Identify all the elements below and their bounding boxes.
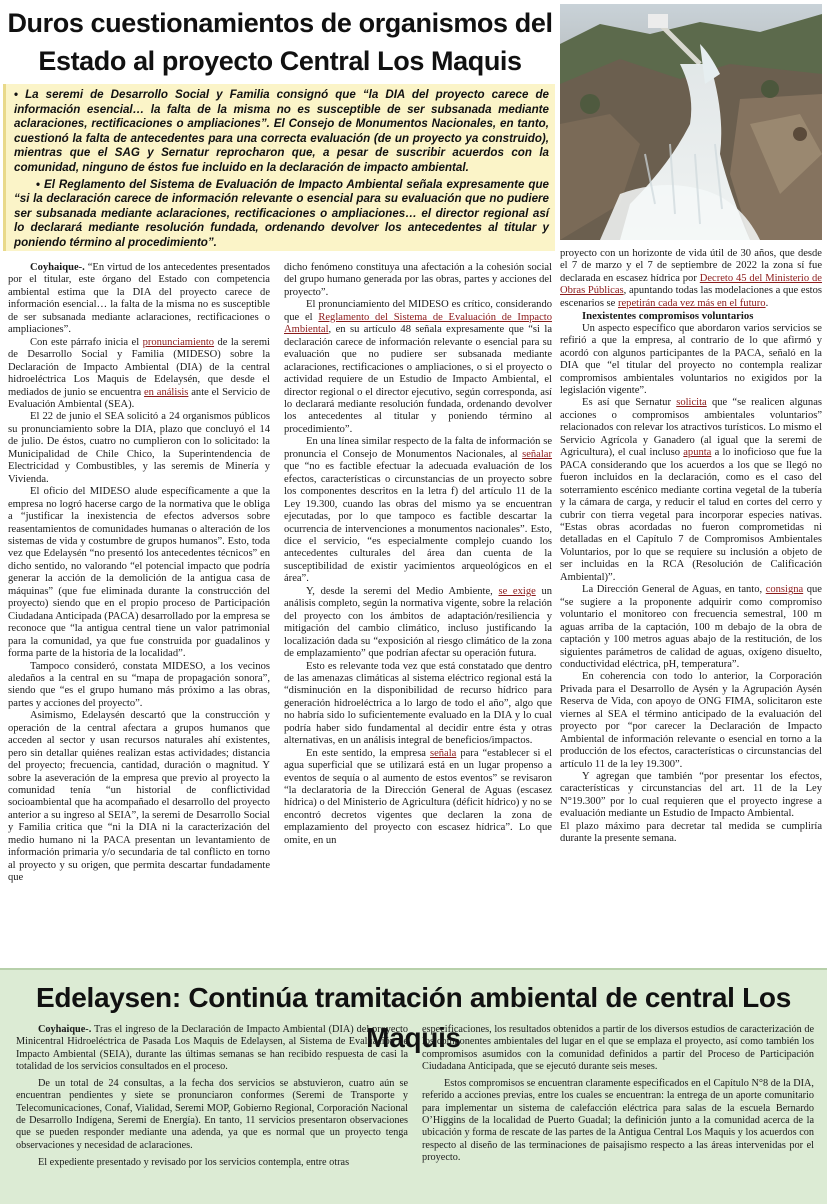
paragraph-text: Tras el ingreso de la Declaración de Impacto Ambiental (DIA) del proyecto Minicentral Hidroeléctrica de Pasada Los Maquis de Edelaysen, al Sistema de Evaluación de Impacto Ambiental (SEIA), durante las últimas semanas se han recibido respuesta de casi la totalidad de los servicios consultados en el proceso. (16, 1024, 408, 1072)
paragraph: Esto es relevante toda vez que está constatado que dentro de las amenazas climáticas al sistema eléctrico regional está la “disminución en la disponibilidad de recurso hídrico para generación hidroeléctrica a lo largo de todo el año”, algo que no habría sido lo suficientemente evaluado en la DIA y lo cual podría haber sido fundamental al decidir entre ésta y otras alternativas, en un análisis integral de beneficios/impactos. (284, 660, 552, 747)
paragraph: Tampoco consideró, constata MIDESO, a los vecinos aledaños a la central en su “mapa de propagación sonora”, siendo que “es el grupo humano más próximo a las obras, partes y acciones del proyecto”. (8, 660, 270, 709)
paragraph-text: Es así que Sernatur (582, 397, 677, 409)
paragraph-text: a lo inoficioso que fue la PACA considerando que los acuerdos a los que se llegó no fueron incluidos en la declaración, como es el caso del soterramiento escénico mediante cortina vegetal de la tubería y la cámara de carga, y reducir el talud en cortes del cerro y cubrir con tierra vegetal para incorporar especies nativas. “Estas obras acordadas no fueron comprometidas ni detalladas en el Capítulo 7 de Compromisos Ambientales Voluntarios, por lo que se requiere su inclusión a objeto de ser incluidas en la RCA (Resolución de Calificación Ambiental)”. (560, 447, 822, 583)
paragraph (284, 586, 552, 661)
paragraph-text: de la seremi de Desarrollo Social y Familia (MIDESO) sobre la Declaración de Impacto Ambiental (DIA) de la central hidroeléctrica Los Maquis de Edelaysén, que desde el mediados de junio se encuentra (8, 336, 270, 398)
article-column-1 (8, 262, 270, 885)
paragraph: El oficio del MIDESO alude específicamente a que la empresa no logró hacerse cargo de la normativa que le obliga a “justificar la inexistencia de efectos adversos sobre reasentamientos de comunidades humanas o alteración de los sistemas de vida y costumbre de grupos humanos”. Esto, toda vez que Edelaysén “no presentó los antecedentes técnicos” en dicho sentido, no valorando “el potencial impacto que podría generar la acción de la demolición de la antigua casa de máquinas” (que fue eliminada durante la construcción del proyecto) siendo que en el propio proceso de Participación Ciudadana Anticipada (PACA) desarrollado por la empresa se reconoce que “la antigua central tiene un valor patrimonial para la comunidad, ya que fue construida por guadalinos y forma parte de la historia de la localidad”. (8, 486, 270, 660)
paragraph-text: El pronunciamiento del MIDESO es crítico, considerando que el (284, 299, 552, 323)
paragraph: Estos compromisos se encuentran claramente especificados en el Capítulo N°8 de la DIA, referido a acciones previas, entre los cuales se encuentran: la entrega de un aporte comunitario para implementar un sistema de calefacción eléctrica para salas de la escuela Bernardo O’Higgins de la localidad de Puerto Guadal; la definición junto a la comunidad acerca de la ubicación y forma de rescate de las partes de la Antigua Central Los Maquis y los acuerdos con respecto al diseño de las terminaciones de paisajismo respecto a las áreas intervenidas por el proyecto. (422, 1078, 814, 1163)
paragraph (560, 584, 822, 671)
paragraph-text: ante el Servicio de Evaluación Ambiental (SEA). (8, 386, 271, 410)
lead-text-1: La seremi de Desarrollo Social y Familia consignó que “la DIA del proyecto carece de información esencial… la falta de la misma no es susceptible de ser subsanada mediante aclaraciones, rectificaciones o ampliaciones”. El Consejo de Monumentos Nacionales, en tanto, cuestionó la falta de antecedentes para una correcta evaluación (de un proyecto ya construido), mientras que el SAG y Sernatur reprocharon que, a pesar de suscribir acuerdos con la comunidad, ninguno de éstos fue incluido en la declaración de impacto ambiental. (14, 88, 549, 174)
paragraph (284, 748, 552, 848)
link-senalar[interactable]: señalar (522, 448, 552, 460)
bottom-article (0, 968, 827, 1204)
bullet-icon: • (36, 177, 41, 191)
paragraph: En coherencia con todo lo anterior, la Corporación Privada para el Desarrollo de Aysén y la Agrupación Aysén Reserva de Vida, con apoyo de ONG FIMA, solicitaron este viernes al SEA el término anticipado de la evaluación del proyecto por “por carecer la Declaración de Impacto Ambiental de información relevante o esencial en torno a la producción de los efectos, características o circunstancias del artículo 11 de la ley 19.300”. (560, 671, 822, 770)
paragraph (560, 248, 822, 310)
link-reglamento-seia[interactable]: Reglamento del Sistema de Evaluación de Impacto Ambiental (284, 311, 552, 336)
paragraph-text: . (765, 297, 769, 309)
paragraph-text: , apuntando todas las modelaciones a que estos escenarios se (560, 285, 822, 309)
link-solicita[interactable]: solicita (676, 397, 707, 409)
paragraph-text: , en su artículo 48 señala expresamente que “si la declaración carece de información relevante o esencial para su evaluación que no pudiere ser subsanada mediante aclaraciones, rectificaciones o ampliaciones, o si el proyecto o actividad requiere de un Estudio de Impacto Ambiental, el director regional o el director ejecutivo, según corresponda, así lo declarará mediante resolución fundada, ordenando devolver los antecedentes al titular y poniendo término al procedimiento”. (284, 324, 552, 435)
link-consigna[interactable]: consigna (765, 584, 804, 596)
paragraph (16, 1024, 408, 1073)
article-column-2 (284, 262, 552, 847)
paragraph: El 22 de junio el SEA solicitó a 24 organismos públicos su pronunciamiento sobre la DIA, plazo que concluyó el 14 de julio. De éstos, cuatro no cumplieron con lo solicitado: la Municipalidad de Chile Chico, la Superintendencia de Electricidad y Combustibles, y las seremis de Minería y Vivienda. (8, 411, 270, 485)
subheading: Inexistentes compromisos voluntarios (582, 310, 754, 323)
paragraph-text: “En virtud de los antecedentes presentados por el titular, este órgano del Estado con competencia ambiental estima que la DIA del proyecto carece de información esencial… la falta de la misma no es susceptible de ser subsanada mediante aclaraciones, rectificaciones o ampliaciones”. (8, 262, 270, 336)
paragraph-text: En este sentido, la empresa (306, 747, 430, 759)
lead-text-2: El Reglamento del Sistema de Evaluación de Impacto Ambiental señala expresamente que “si la declaración carece de información relevante o esencial para su evaluación que no pudiere ser subsanada mediante aclaraciones, rectificaciones o ampliaciones… el director regional así lo declarará mediante resolución fundada, ordenando devolver los antecedentes al titular y poniendo término al procedimiento”. (14, 177, 549, 249)
paragraph: Asimismo, Edelaysén descartó que la construcción y operación de la central afectara a grupos humanos que acceden al sector y usan recursos naturales ahí existentes, pero sin detallar quiénes realizan estas actividades; distancia del proyecto; frecuencia, cantidad, duración o magnitud. Y sobre la aseveración de la empresa que previo al proyecto la comunidad tenía “un historial de conflictividad socioambiental que ha acompañado el desarrollo del proyecto anterior a su ingreso al SEIA”, la seremi de Desarrollo Social y Familia critica que “ni la DIA ni la caracterización del medio humano ni la PACA presentan un levantamiento de información primaria y/o secundaria de tal conflicto en torno al proyecto y su origen, que permita descartar fundadamente que (8, 710, 270, 884)
paragraph-text: proyecto con un horizonte de vida útil de 30 años, que desde el 7 de marzo y el 7 de septiembre de 2022 la zona sí fue declarada en escasez hídrica por (560, 248, 822, 284)
paragraph-text: Con este párrafo inicia el (30, 336, 143, 348)
waterfall-photo (560, 4, 822, 240)
paragraph: dicho fenómeno constituya una afectación a la cohesión social del grupo humano generada por las obras, partes y acciones del proyecto”. (284, 262, 552, 298)
link-apunta[interactable]: apunta (683, 447, 712, 459)
article-column-3 (560, 248, 822, 846)
paragraph: Y agregan que también “por presentar los efectos, características y circunstancias del art. 11 de la Ley N°19.300” por lo cual requieren que el proyecto ingrese a evaluación mediante un Estudio de Impacto Ambiental. (560, 771, 822, 820)
link-se-exige[interactable]: se exige (498, 585, 536, 597)
paragraph (560, 397, 822, 584)
dateline: Coyhaique-. (30, 262, 85, 273)
paragraph: De un total de 24 consultas, a la fecha dos servicios se abstuvieron, cuatro aún se encuentran pendientes y siete se pronunciaron conformes (Seremi de Transporte y Telecomunicaciones, Conaf, Vialidad, Seremi MOP, Gobierno Regional, Corporación Nacional de Desarrollo Indígena, Seremi de Energía). En tanto, 11 servicios presentaron observaciones que se pueden responder mediante una adenda, ya que es normal que un proyecto tenga observaciones y necesidad de aclaraciones. (16, 1078, 408, 1151)
paragraph (284, 436, 552, 585)
paragraph-text: Y, desde la seremi del Medio Ambiente, (306, 585, 499, 597)
paragraph (284, 299, 552, 436)
link-repetiran[interactable]: repetirán cada vez más en el futuro (617, 297, 766, 309)
waterfall-image (560, 4, 822, 240)
paragraph (8, 262, 270, 337)
paragraph: especificaciones, los resultados obtenidos a partir de los diversos estudios de caracterización de los componentes ambientales del lugar en el que se emplaza el proyecto, así como también los compromisos asumidos con la comunidad definidos a partir del Proceso de Participación Ciudadana Anticipada, que se ejecutó durante seis meses. (422, 1024, 814, 1072)
lead-paragraph-2 (14, 178, 549, 251)
bottom-article-headline: Edelaysen: Continúa tramitación ambiental de central Los Maquis (36, 982, 791, 1053)
link-en-analisis[interactable]: en análisis (143, 386, 189, 398)
paragraph-text: para “establecer si el agua superficial que se utilizará está en un lugar propenso a eventos de sequía o al aumento de estos eventos” se revisaron “la declaratoria de la Dirección General de Aguas (escasez hídrica) o del Ministerio de Agricultura (déficit hídrico) y no se encontró decretos vigentes que declaren la zona de emplazamiento del proyecto con escasez hídrica”. Lo que omite, en un (284, 747, 552, 846)
headline-line-1: Duros cuestionamientos de organismos del (7, 8, 553, 38)
bullet-icon: • (14, 88, 19, 101)
bottom-column-2 (422, 1024, 814, 1164)
paragraph-text: La Dirección General de Aguas, en tanto, (582, 584, 766, 596)
bottom-column-1 (16, 1024, 408, 1169)
paragraph: Un aspecto específico que abordaron varios servicios se refirió a que la empresa, al contrario de lo que afirmó y acordó con algunos participantes de la PACA, señaló en la DIA que “el titular del proyecto no contempla realizar compromisos ambientales voluntarios no exigidos por la legislación vigente”. (560, 322, 822, 396)
link-decreto-45[interactable]: Decreto 45 del Ministerio de Obras Públicas (560, 272, 822, 297)
paragraph-text: un análisis completo, según la normativa vigente, sobre la relación del proyecto con los ámbitos de adaptación/resiliencia y mitigación del cambio climático, incluso justificando la localización dada su “exposición al riesgo climático de la zona de emplazamiento” que podrían afectar su operación futura. (284, 585, 553, 660)
paragraph: El plazo máximo para decretar tal medida se cumpliría durante la presente semana. (560, 820, 822, 845)
lead-summary-box (3, 84, 555, 251)
paragraph-text: En una línea similar respecto de la falta de información se pronuncia el Consejo de Monumentos Nacionales, al (284, 436, 552, 460)
paragraph-text: que “no es factible efectuar la adecuada evaluación de los efectos, características o circunstancias de un proyecto sobre los componentes descritos en la letra f) del artículo 11 de la Ley 19.300, cuando las obras del mismo ya se encuentran ejecutadas, por lo que tampoco es factible descartar la ocurrencia de intervenciones a monumentos nacionales”. Esto, dice el servicio, “es especialmente complejo cuando los antecedentes culturales del área dan cuenta de la susceptibilidad de existir yacimientos arqueológicos en el área”. (284, 461, 552, 585)
paragraph-text: que “se sugiere a la proponente adquirir como compromiso voluntario el monitoreo con frecuencia semestral, 100 m aguas arriba de la captación, 100 m debajo de la obra de captación y 100 metros aguas abajo de la restitución, de los siguientes parámetros de calidad de aguas, oxígeno disuelto, conductividad eléctrica, pH, temperatura”. (560, 584, 822, 670)
link-pronunciamiento[interactable]: pronunciamiento (142, 336, 215, 348)
dateline: Coyhaique-. (38, 1024, 92, 1035)
paragraph: El expediente presentado y revisado por los servicios contempla, entre otras (38, 1156, 350, 1168)
paragraph (8, 337, 270, 412)
link-senala[interactable]: señala (429, 747, 457, 759)
headline-line-2: Estado al proyecto Central Los Maquis (38, 46, 522, 76)
lead-paragraph-1 (14, 88, 549, 176)
paragraph-text: que “se realicen algunas acciones o compromisos ambientales voluntarios” relacionados con relevar los atractivos turísticos. Lo mismo el Servicio Agrícola y Ganadero (al igual que la seremi de Agricultura), el cual incluso (560, 397, 822, 459)
article-headline (6, 4, 554, 80)
